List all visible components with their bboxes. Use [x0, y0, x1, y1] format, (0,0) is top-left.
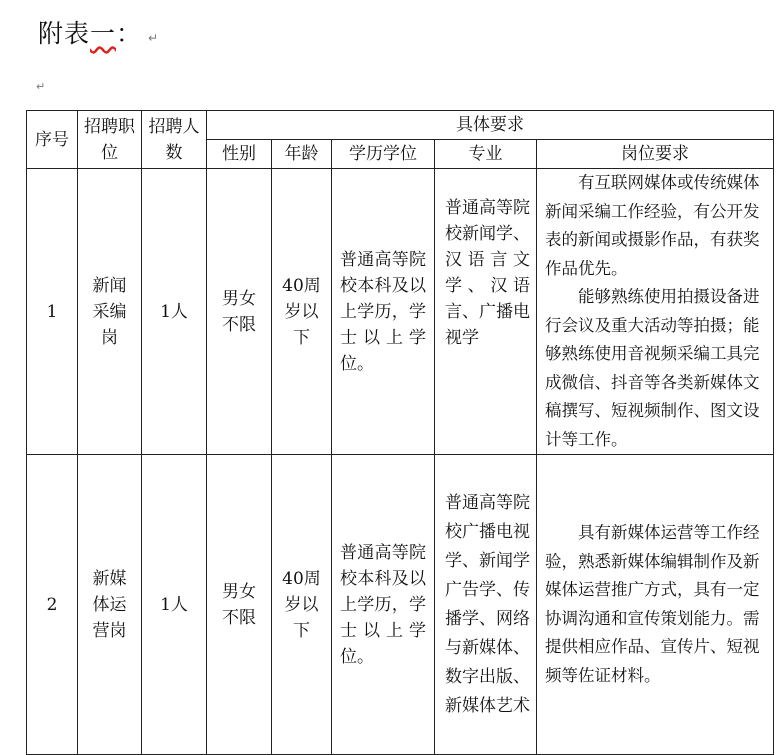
header-seq: 序号	[27, 111, 78, 169]
cell-education: 普通高等院校本科及以上学历，学士以上学位。	[332, 169, 435, 455]
title-number: 一	[90, 19, 117, 48]
header-count: 招聘人数	[142, 111, 207, 169]
cell-count: 1人	[142, 169, 207, 455]
title-prefix: 附表	[38, 19, 91, 48]
header-requirements-group: 具体要求	[207, 111, 774, 140]
cell-job-requirements	[537, 455, 774, 755]
cell-gender: 男女不限	[207, 169, 272, 455]
title-suffix: ：	[116, 19, 143, 48]
header-age: 年龄	[272, 140, 332, 169]
job-requirement-paragraph: 有互联网媒体或传统媒体新闻采编工作经验，有公开发表的新闻或摄影作品，有获奖作品优先。	[545, 173, 760, 278]
header-major: 专业	[435, 140, 537, 169]
cell-position: 新媒体运营岗	[78, 455, 142, 755]
header-position: 招聘职位	[78, 111, 142, 169]
requirements-table	[26, 110, 774, 755]
cell-gender: 男女不限	[207, 455, 272, 755]
cell-major: 普通高等院校广播电视学、新闻学广告学、传播学、网络与新媒体、数字出版、新媒体艺术	[435, 455, 537, 755]
table-row	[27, 455, 774, 755]
header-education: 学历学位	[332, 140, 435, 169]
cell-count: 1人	[142, 455, 207, 755]
paragraph-mark-icon: ↵	[148, 31, 160, 45]
page-title	[38, 14, 159, 50]
cell-age: 40周岁以下	[272, 169, 332, 455]
cell-major: 普通高等院校新闻学、汉语言文学、汉语言、广播电视学	[435, 169, 537, 455]
job-requirement-paragraph: 具有新媒体运营等工作经验，熟悉新媒体编辑制作及新媒体运营推广方式，具有一定协调沟通和宣传策划能力。需提供相应作品、宣传片、短视频等佐证材料。	[545, 523, 760, 685]
header-job-requirements: 岗位要求	[537, 140, 774, 169]
paragraph-mark-icon: ↵	[36, 80, 46, 93]
cell-seq: 1	[27, 169, 78, 455]
job-requirement-paragraph: 能够熟练使用拍摄设备进行会议及重大活动等拍摄；能够熟练使用音视频采编工具完成微信、抖音等各类新媒体文稿撰写、短视频制作、图文设计等工作。	[545, 287, 760, 449]
cell-education: 普通高等院校本科及以上学历，学士以上学位。	[332, 455, 435, 755]
table-row	[27, 169, 774, 455]
cell-job-requirements	[537, 169, 774, 455]
cell-position: 新闻采编岗	[78, 169, 142, 455]
cell-seq: 2	[27, 455, 78, 755]
header-gender: 性别	[207, 140, 272, 169]
cell-age: 40周岁以下	[272, 455, 332, 755]
